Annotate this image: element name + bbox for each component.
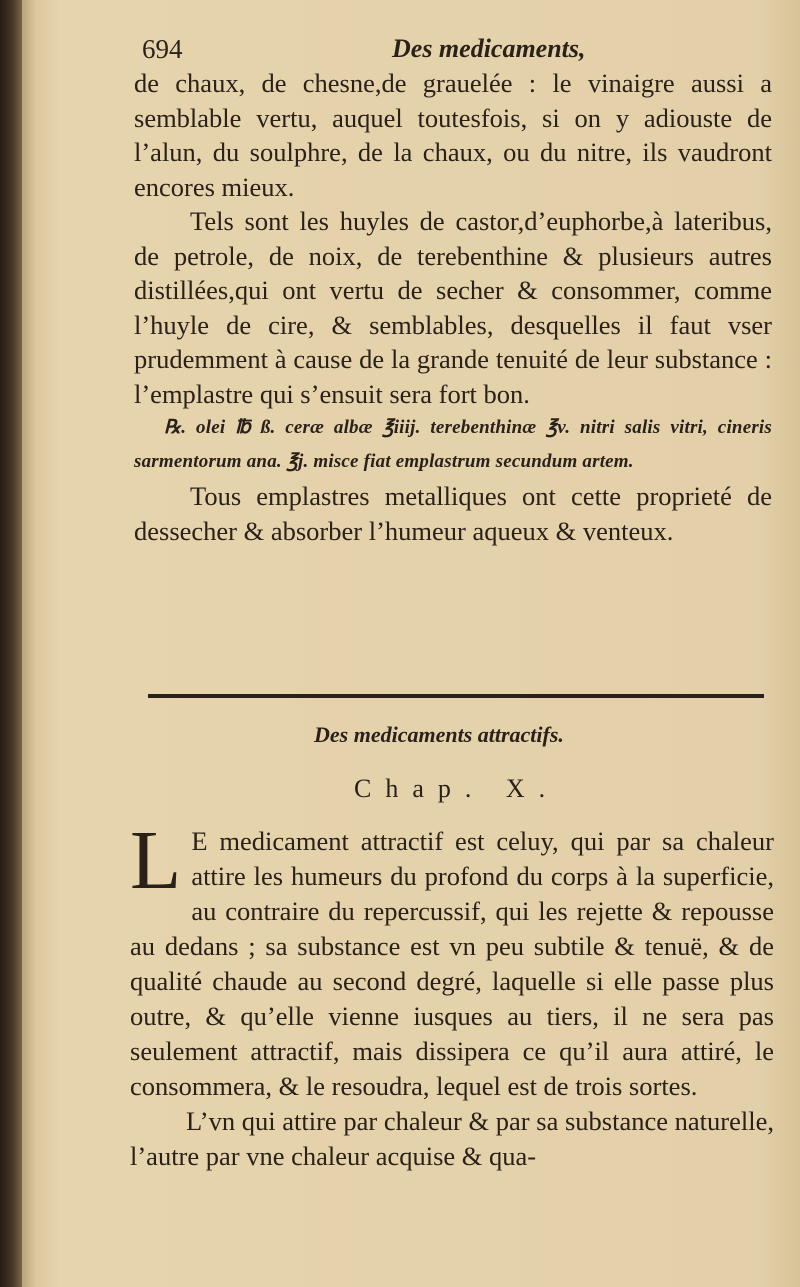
paragraph-huyles: Tels sont les huyles de castor,d’euphorbe,à lateribus, de petrole, de noix, de terebenthine & plusieurs autres distillées,qui ont vertu de secher & consommer, comme l’huyle de cire, & semblables, desquelles il faut vser prudemment à cause de la grande tenuité de leur substance : l’emplastre qui s’ensuit sera fort bon. xyxy=(134,206,772,409)
chapter-first-paragraph-text: E medicament attractif est celuy, qui par sa chaleur attire les humeurs du profond du corps à la superficie, au contraire du repercussif, qui les rejette & repousse au dedans ; sa substance est vn peu subtile & tenuë, & de qualité chaude au second degré, laquelle si elle passe plus outre, & qu’elle vienne iusques au tiers, il ne sera pas seulement attractif, mais dissipera ce qu’il aura attiré, le consommera, & le resoudra, lequel est de trois sortes. xyxy=(130,826,774,1101)
chapter-title: Des medicaments attractifs. xyxy=(314,722,564,747)
book-binding xyxy=(0,0,22,1287)
running-head: Des medicaments, xyxy=(392,34,586,63)
section-text xyxy=(134,66,772,548)
chapter-second-paragraph: L’vn qui attire par chaleur & par sa substance naturelle, l’autre par vne chaleur acquise & qua- xyxy=(130,1106,774,1171)
chapter-number: Chap. X. xyxy=(354,774,560,803)
paragraph-emplastres: Tous emplastres metalliques ont cette proprieté de dessecher & absorber l’humeur aqueux & venteux. xyxy=(134,481,772,546)
chapter-first-paragraph xyxy=(130,814,774,1104)
paragraph-continued: de chaux, de chesne,de grauelée : le vinaigre aussi a semblable vertu, auquel toutesfois, si on y adiouste de l’alun, du soulphre, de la chaux, ou du nitre, ils vaudront encores mieux. xyxy=(134,68,772,202)
section-divider xyxy=(148,694,764,698)
recipe-formula: ℞. olei ℔ ß. ceræ albæ ℥iiij. terebenthinæ ℥v. nitri salis vitri, cineris sarmentorum ana. ℥j. misce fiat emplastrum secundum artem. xyxy=(134,417,772,472)
chapter-text xyxy=(130,814,774,1174)
page-number: 694 xyxy=(142,34,183,64)
drop-cap: L xyxy=(130,814,182,907)
